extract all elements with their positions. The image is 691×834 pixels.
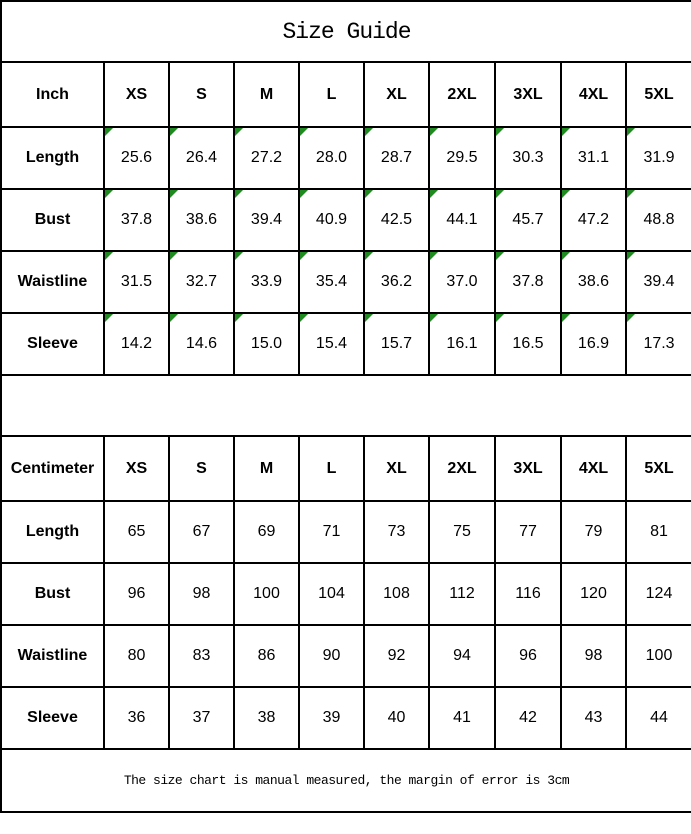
spacer-cell [1, 375, 691, 436]
value-cell: 32.7 [169, 251, 234, 313]
value-cell: 86 [234, 625, 299, 687]
value-cell: 37.8 [104, 189, 169, 251]
green-corner-marker-icon [170, 314, 178, 322]
footer-note: The size chart is manual measured, the margin of error is 3cm [1, 749, 691, 812]
value-cell: 90 [299, 625, 364, 687]
value-cell: 83 [169, 625, 234, 687]
green-corner-marker-icon [562, 128, 570, 136]
value-cell: 28.7 [364, 127, 429, 189]
value-cell: 80 [104, 625, 169, 687]
value-cell: 31.5 [104, 251, 169, 313]
green-corner-marker-icon [496, 314, 504, 322]
value-cell: 75 [429, 501, 495, 563]
value-cell: 39 [299, 687, 364, 749]
size-column-header: 4XL [561, 436, 626, 501]
size-column-header: S [169, 62, 234, 127]
green-corner-marker-icon [430, 314, 438, 322]
value-cell: 73 [364, 501, 429, 563]
value-cell: 28.0 [299, 127, 364, 189]
size-column-header: XS [104, 62, 169, 127]
value-cell: 16.5 [495, 313, 561, 375]
value-cell: 25.6 [104, 127, 169, 189]
value-cell: 37.8 [495, 251, 561, 313]
row-label-cell: Waistline [1, 625, 104, 687]
size-column-header: L [299, 62, 364, 127]
value-cell: 33.9 [234, 251, 299, 313]
row-label-cell: Waistline [1, 251, 104, 313]
green-corner-marker-icon [170, 190, 178, 198]
row-label-cell: Length [1, 501, 104, 563]
green-corner-marker-icon [627, 190, 635, 198]
green-corner-marker-icon [300, 314, 308, 322]
green-corner-marker-icon [562, 252, 570, 260]
size-column-header: 2XL [429, 62, 495, 127]
value-cell: 77 [495, 501, 561, 563]
green-corner-marker-icon [365, 190, 373, 198]
value-cell: 26.4 [169, 127, 234, 189]
value-cell: 108 [364, 563, 429, 625]
value-cell: 104 [299, 563, 364, 625]
value-cell: 65 [104, 501, 169, 563]
page-title: Size Guide [1, 1, 691, 62]
value-cell: 31.9 [626, 127, 691, 189]
value-cell: 79 [561, 501, 626, 563]
size-header-row [1, 62, 691, 127]
value-cell: 40.9 [299, 189, 364, 251]
value-cell: 45.7 [495, 189, 561, 251]
size-header-row [1, 436, 691, 501]
value-cell: 35.4 [299, 251, 364, 313]
value-cell: 38.6 [561, 251, 626, 313]
value-cell: 81 [626, 501, 691, 563]
value-cell: 40 [364, 687, 429, 749]
size-column-header: XS [104, 436, 169, 501]
green-corner-marker-icon [235, 190, 243, 198]
green-corner-marker-icon [170, 252, 178, 260]
green-corner-marker-icon [365, 314, 373, 322]
value-cell: 31.1 [561, 127, 626, 189]
size-column-header: M [234, 62, 299, 127]
green-corner-marker-icon [562, 314, 570, 322]
value-cell: 16.1 [429, 313, 495, 375]
value-cell: 98 [561, 625, 626, 687]
size-column-header: XL [364, 436, 429, 501]
value-cell: 39.4 [626, 251, 691, 313]
green-corner-marker-icon [365, 252, 373, 260]
green-corner-marker-icon [496, 190, 504, 198]
value-cell: 94 [429, 625, 495, 687]
value-cell: 15.7 [364, 313, 429, 375]
value-cell: 30.3 [495, 127, 561, 189]
spacer-row [1, 375, 691, 436]
value-cell: 69 [234, 501, 299, 563]
green-corner-marker-icon [105, 252, 113, 260]
value-cell: 44 [626, 687, 691, 749]
value-cell: 92 [364, 625, 429, 687]
value-cell: 71 [299, 501, 364, 563]
size-column-header: M [234, 436, 299, 501]
value-cell: 43 [561, 687, 626, 749]
value-cell: 98 [169, 563, 234, 625]
value-cell: 38.6 [169, 189, 234, 251]
green-corner-marker-icon [235, 252, 243, 260]
green-corner-marker-icon [430, 252, 438, 260]
value-cell: 15.4 [299, 313, 364, 375]
footer-row [1, 749, 691, 812]
value-cell: 37.0 [429, 251, 495, 313]
measurement-row [1, 501, 691, 563]
value-cell: 14.6 [169, 313, 234, 375]
centimeter-table-body [1, 436, 691, 749]
green-corner-marker-icon [105, 314, 113, 322]
unit-header-cell: Inch [1, 62, 104, 127]
green-corner-marker-icon [235, 128, 243, 136]
measurement-row [1, 313, 691, 375]
size-column-header: L [299, 436, 364, 501]
value-cell: 44.1 [429, 189, 495, 251]
value-cell: 16.9 [561, 313, 626, 375]
green-corner-marker-icon [105, 128, 113, 136]
row-label-cell: Bust [1, 563, 104, 625]
green-corner-marker-icon [170, 128, 178, 136]
green-corner-marker-icon [496, 128, 504, 136]
green-corner-marker-icon [627, 314, 635, 322]
value-cell: 120 [561, 563, 626, 625]
green-corner-marker-icon [235, 314, 243, 322]
value-cell: 42 [495, 687, 561, 749]
green-corner-marker-icon [627, 128, 635, 136]
value-cell: 15.0 [234, 313, 299, 375]
green-corner-marker-icon [300, 190, 308, 198]
measurement-row [1, 251, 691, 313]
size-column-header: S [169, 436, 234, 501]
value-cell: 37 [169, 687, 234, 749]
green-corner-marker-icon [430, 128, 438, 136]
value-cell: 14.2 [104, 313, 169, 375]
size-column-header: 3XL [495, 436, 561, 501]
measurement-row [1, 687, 691, 749]
green-corner-marker-icon [562, 190, 570, 198]
unit-header-cell: Centimeter [1, 436, 104, 501]
value-cell: 41 [429, 687, 495, 749]
green-corner-marker-icon [496, 252, 504, 260]
value-cell: 100 [234, 563, 299, 625]
value-cell: 38 [234, 687, 299, 749]
value-cell: 36 [104, 687, 169, 749]
size-column-header: 4XL [561, 62, 626, 127]
value-cell: 42.5 [364, 189, 429, 251]
green-corner-marker-icon [627, 252, 635, 260]
row-label-cell: Length [1, 127, 104, 189]
value-cell: 17.3 [626, 313, 691, 375]
value-cell: 39.4 [234, 189, 299, 251]
green-corner-marker-icon [300, 128, 308, 136]
green-corner-marker-icon [430, 190, 438, 198]
row-label-cell: Sleeve [1, 687, 104, 749]
value-cell: 48.8 [626, 189, 691, 251]
value-cell: 67 [169, 501, 234, 563]
green-corner-marker-icon [300, 252, 308, 260]
value-cell: 124 [626, 563, 691, 625]
size-column-header: 5XL [626, 62, 691, 127]
value-cell: 47.2 [561, 189, 626, 251]
measurement-row [1, 189, 691, 251]
value-cell: 96 [104, 563, 169, 625]
row-label-cell: Bust [1, 189, 104, 251]
measurement-row [1, 127, 691, 189]
value-cell: 36.2 [364, 251, 429, 313]
size-column-header: 5XL [626, 436, 691, 501]
green-corner-marker-icon [365, 128, 373, 136]
value-cell: 29.5 [429, 127, 495, 189]
value-cell: 112 [429, 563, 495, 625]
size-column-header: 2XL [429, 436, 495, 501]
inch-table-body [1, 62, 691, 375]
green-corner-marker-icon [105, 190, 113, 198]
value-cell: 100 [626, 625, 691, 687]
value-cell: 116 [495, 563, 561, 625]
measurement-row [1, 625, 691, 687]
title-row [1, 1, 691, 62]
size-column-header: XL [364, 62, 429, 127]
row-label-cell: Sleeve [1, 313, 104, 375]
measurement-row [1, 563, 691, 625]
size-column-header: 3XL [495, 62, 561, 127]
value-cell: 96 [495, 625, 561, 687]
value-cell: 27.2 [234, 127, 299, 189]
